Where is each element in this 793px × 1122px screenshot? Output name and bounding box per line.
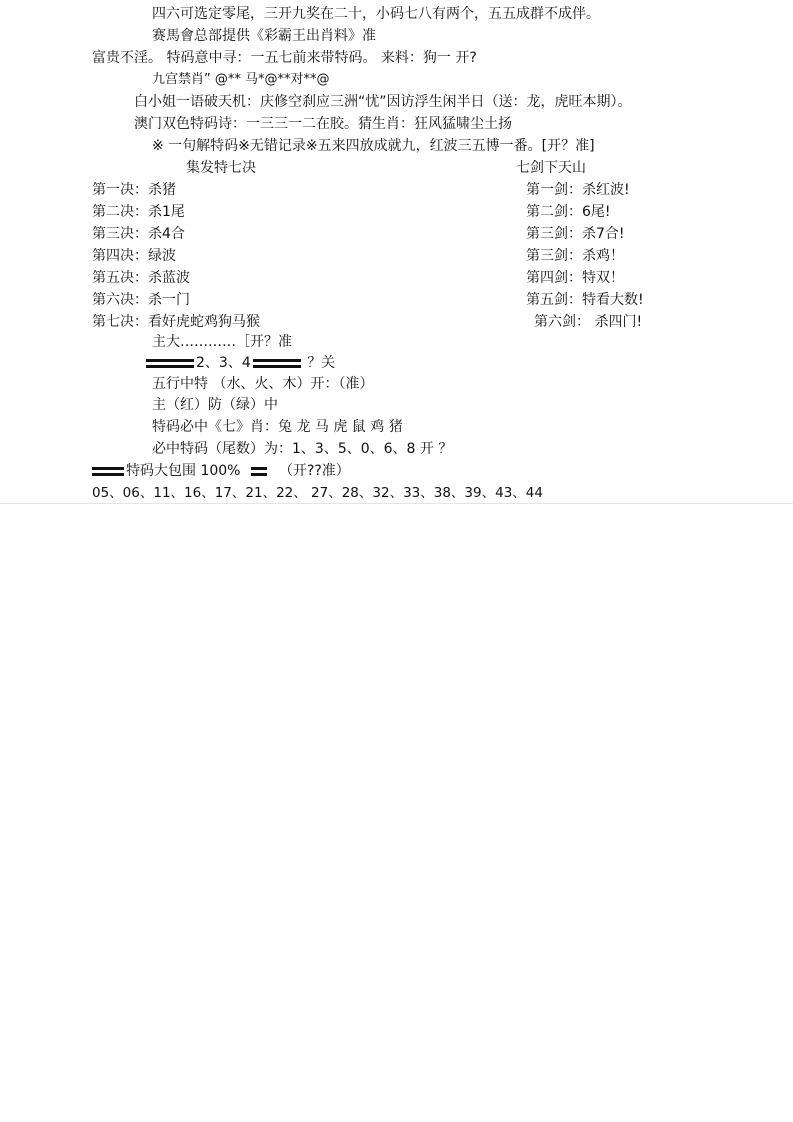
right-item-5: 第四剑：特双！ <box>526 270 624 286</box>
left-item-3: 第三决：杀4合 <box>92 226 185 242</box>
left-item-7: 第七决：看好虎蛇鸡狗马猴 <box>92 314 260 330</box>
double-bar-icon <box>251 466 267 477</box>
bottom-line-4: 主（红）防（绿）中 <box>152 397 278 413</box>
text-line-6: 澳门双色特码诗：一三三一二在胶。猜生肖：狂风猛啸尘土扬 <box>134 116 512 132</box>
left-item-1: 第一决：杀猪 <box>92 182 176 198</box>
text-line-4: 九宫禁肖” @** 马*@**对**@ <box>152 72 330 87</box>
bottom-line-7-text: 特码大包围 100% <box>126 463 241 479</box>
bottom-line-6: 必中特码（尾数）为：1、3、5、0、6、8 开 ？ <box>152 441 453 457</box>
bottom-line-1: 主大…………［开？准 <box>152 334 292 350</box>
right-item-6: 第五剑：特看大数! <box>526 292 644 308</box>
left-item-2: 第二决：杀1尾 <box>92 204 185 220</box>
bottom-line-2-end: ？关 <box>307 355 336 371</box>
bottom-line-7-end: （开??准） <box>278 463 350 479</box>
bottom-line-3: 五行中特 （水、火、木）开：（准） <box>152 376 374 392</box>
text-line-7: ※ 一句解特码※无错记录※五来四放成就九，红波三五博一番。[开？准] <box>152 138 595 154</box>
bottom-line-8: 05、06、11、16、17、21、22、 27、28、32、33、38、39、43、44 <box>92 485 543 501</box>
text-line-3: 富贵不淫。 特码意中寻：一五七前来带特码。 来料：狗一 开? <box>92 50 477 66</box>
bottom-line-5: 特码必中《七》肖：兔 龙 马 虎 鼠 鸡 猪 <box>152 419 403 435</box>
text-line-2: 赛馬會总部提供《彩霸王出肖料》准 <box>152 28 376 44</box>
right-section-title: 七剑下天山 <box>516 160 586 176</box>
right-item-4: 第三剑：杀鸡！ <box>526 248 624 264</box>
bottom-line-2-numbers: 2、3、4 <box>196 355 251 371</box>
bottom-line-7 <box>92 461 350 481</box>
bottom-line-2 <box>146 353 335 373</box>
page-divider <box>0 503 793 504</box>
double-bar-icon <box>146 358 194 369</box>
right-item-2: 第二剑：6尾! <box>526 204 611 220</box>
left-item-4: 第四决：绿波 <box>92 248 176 264</box>
text-line-1: 四六可选定零尾，三开九奖在二十，小码七八有两个，五五成群不成伴。 <box>152 6 600 22</box>
right-item-7: 第六剑： 杀四门! <box>534 314 643 330</box>
left-item-5: 第五决：杀蓝波 <box>92 270 190 286</box>
right-item-3: 第三剑：杀7合! <box>526 226 625 242</box>
double-bar-icon <box>92 466 124 477</box>
text-line-5: 白小姐一语破天机：庆修空刹应三洲“忧”因访浮生闲半日（送：龙，虎旺本期）。 <box>134 94 632 110</box>
left-section-title: 集发特七决 <box>186 160 256 176</box>
left-item-6: 第六决：杀一门 <box>92 292 190 308</box>
double-bar-icon <box>253 358 301 369</box>
right-item-1: 第一剑：杀红波! <box>526 182 630 198</box>
